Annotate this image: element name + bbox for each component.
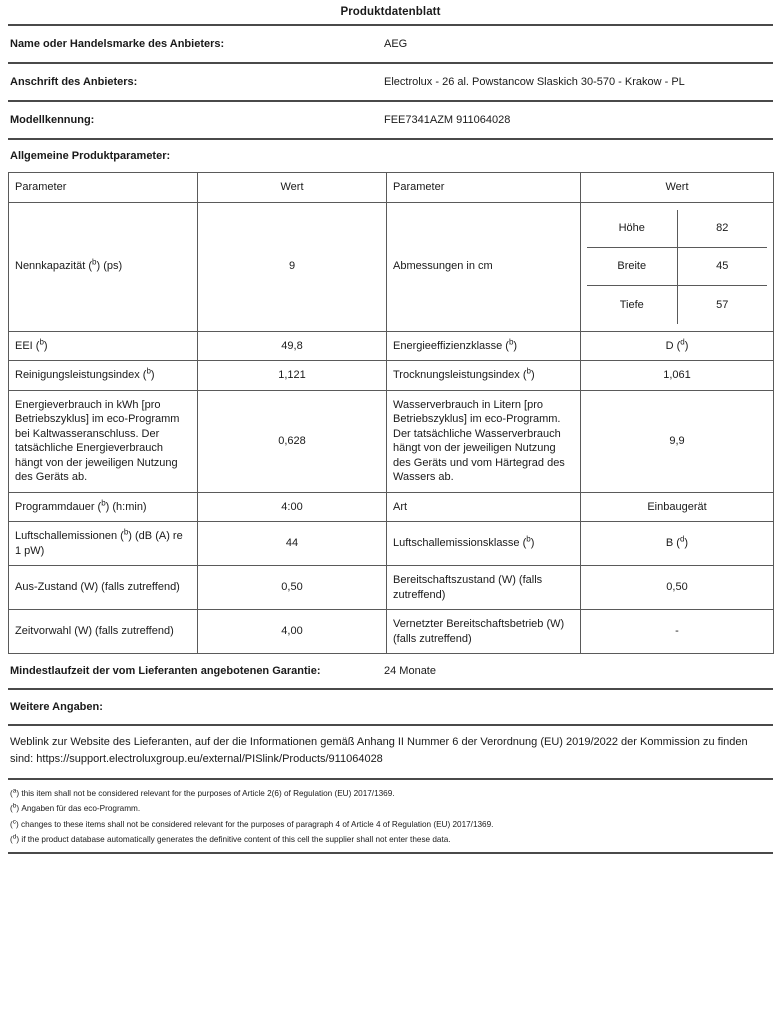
cell-value-standby-mode: 0,50	[581, 566, 774, 610]
supplier-address-row	[8, 64, 773, 100]
divider-footnotes	[8, 852, 773, 854]
table-row	[9, 610, 774, 654]
table-row	[9, 492, 774, 522]
text-base: Energieeffizienzklasse (	[393, 339, 509, 352]
product-parameters-table	[8, 172, 774, 654]
cell-param-energy-consumption: Energieverbrauch in kWh [pro Betriebszyklus] im eco-Programm bei Kaltwasseranschluss. Der tatsächliche Energieverbrauch hängt von der jeweiligen Nutzung des Geräts ab.	[9, 390, 198, 492]
footnote-marker: b	[12, 802, 17, 810]
supplier-name-label: Name oder Handelsmarke des Anbieters:	[10, 38, 225, 50]
supplier-name-value: AEG	[384, 38, 408, 50]
footnote-d: ($^d$) if the product database automatically generates the definitive content of this cell the supplier shall not enter these data.	[10, 833, 451, 845]
dimension-label-height: Höhe	[587, 210, 677, 248]
table-row	[9, 390, 774, 492]
cell-param-program-duration	[9, 492, 198, 522]
text-base: EEI (	[15, 339, 40, 352]
cell-param-cleaning-index	[9, 361, 198, 391]
header-parameter-left: Parameter	[9, 173, 198, 203]
text-tail: )	[43, 339, 48, 352]
model-identifier-label: Modellkennung:	[10, 114, 95, 126]
footnote-marker: b	[508, 336, 514, 346]
dimension-value-height: 82	[677, 210, 767, 248]
cell-value-networked-standby: -	[581, 610, 774, 654]
supplier-weblink-text[interactable]: Weblink zur Website des Lieferanten, auf der die Informationen gemäß Anhang II Nummer 6 der Verordnung (EU) 2019/2022 der Kommission zu finden sind: https://support.electroluxgroup.eu/external/PISlink/Products/911064028	[10, 736, 748, 766]
footnote-a: ($^a$) this item shall not be considered relevant for the purposes of Article 2(6) of Regulation (EU) 2017/1369.	[10, 787, 395, 798]
footnote-marker: d	[679, 534, 685, 544]
cell-value-dimensions	[581, 202, 774, 331]
cell-value-delay-start: 4,00	[198, 610, 387, 654]
footnote-marker: d	[680, 336, 685, 346]
footnote-text: changes to these items shall not be considered relevant for the purposes of paragraph 4 of Article 4 of Regulation (EU) 2017/1369.	[21, 819, 494, 829]
dimension-row-depth	[587, 286, 767, 324]
footnote-marker: d	[12, 833, 17, 841]
cell-value-eei: 49,8	[198, 331, 387, 361]
text-tail: )	[530, 369, 535, 382]
page-title: Produktdatenblatt	[340, 6, 441, 18]
text-tail: )	[513, 339, 518, 352]
footnote-text: if the product database automatically generates the definitive content of this cell the supplier shall not enter these data.	[21, 835, 451, 845]
header-value-left: Wert	[198, 173, 387, 203]
further-information-heading: Weitere Angaben:	[10, 701, 103, 714]
warranty-value: 24 Monate	[384, 665, 436, 678]
table-header-row	[9, 173, 774, 203]
cell-value-noise-class	[581, 522, 774, 566]
footnote-text: Angaben für das eco-Programm.	[21, 804, 141, 814]
footnote-marker: b	[92, 257, 97, 267]
dimension-row-height	[587, 210, 767, 248]
cell-param-standby-mode: Bereitschaftszustand (W) (falls zutreffend)	[387, 566, 581, 610]
text-base: B (	[665, 537, 680, 550]
footnote-marker: b	[101, 497, 106, 507]
cell-value-drying-index: 1,061	[581, 361, 774, 391]
table-row	[9, 331, 774, 361]
model-identifier-value: FEE7341AZM 911064028	[384, 114, 511, 126]
text-base: Trocknungsleistungsindex (	[393, 369, 527, 382]
footnote-marker: b	[526, 534, 531, 544]
table-row	[9, 202, 774, 331]
footnote-marker: b	[39, 336, 44, 346]
cell-value-type: Einbaugerät	[581, 492, 774, 522]
supplier-name-row	[8, 26, 773, 62]
cell-param-noise-emissions	[9, 522, 198, 566]
table-row	[9, 522, 774, 566]
table-row	[9, 566, 774, 610]
footnote-c: ($^c$) changes to these items shall not be considered relevant for the purposes of paragraph 4 of Article 4 of Regulation (EU) 2017/1369.	[10, 818, 494, 829]
cell-param-energy-class	[387, 331, 581, 361]
cell-value-energy-consumption: 0,628	[198, 390, 387, 492]
warranty-row	[8, 654, 773, 688]
text-tail: )	[530, 537, 535, 550]
cell-param-nominal-capacity	[9, 202, 198, 331]
cell-value-cleaning-index: 1,121	[198, 361, 387, 391]
text-base: Luftschallemissionsklasse (	[393, 537, 527, 550]
supplier-address-value: Electrolux - 26 al. Powstancow Slaskich 30-570 - Krakow - PL	[384, 76, 685, 88]
text-base: Reinigungsleistungsindex (	[15, 369, 147, 382]
footnote-marker: c	[12, 818, 16, 826]
text-base: D (	[665, 339, 681, 352]
header-value-right: Wert	[581, 173, 774, 203]
cell-param-delay-start: Zeitvorwahl (W) (falls zutreffend)	[9, 610, 198, 654]
text-tail: )	[684, 537, 689, 550]
text-tail: ) (ps)	[96, 260, 123, 273]
text-tail: ) (dB (A) re 1 pW)	[15, 530, 183, 557]
cell-param-noise-class	[387, 522, 581, 566]
footnotes-block	[8, 780, 773, 852]
warranty-label: Mindestlaufzeit der vom Lieferanten angebotenen Garantie:	[10, 665, 321, 678]
dimension-label-depth: Tiefe	[587, 286, 677, 324]
dimensions-table	[587, 210, 767, 324]
footnote-marker: b	[146, 366, 151, 376]
text-tail: ) (h:min)	[105, 500, 147, 513]
cell-value-program-duration: 4:00	[198, 492, 387, 522]
text-tail: )	[150, 369, 155, 382]
footnote-marker: b	[123, 527, 129, 537]
dimension-value-width: 45	[677, 248, 767, 286]
text-base: Luftschallemissionen (	[15, 530, 124, 543]
cell-value-water-consumption: 9,9	[581, 390, 774, 492]
text-base: Programmdauer (	[15, 500, 102, 513]
footnote-marker: a	[12, 787, 17, 795]
cell-param-eei	[9, 331, 198, 361]
dimension-value-depth: 57	[716, 298, 729, 311]
cell-value-noise-emissions: 44	[198, 522, 387, 566]
cell-value-nominal-capacity: 9	[198, 202, 387, 331]
general-parameters-heading: Allgemeine Produktparameter:	[10, 150, 171, 162]
cell-value-off-mode: 0,50	[198, 566, 387, 610]
cell-param-networked-standby: Vernetzter Bereitschaftsbetrieb (W) (falls zutreffend)	[387, 610, 581, 654]
cell-param-off-mode: Aus-Zustand (W) (falls zutreffend)	[9, 566, 198, 610]
text-tail: )	[684, 339, 689, 352]
cell-param-dimensions: Abmessungen in cm	[387, 202, 581, 331]
cell-param-type: Art	[387, 492, 581, 522]
cell-value-energy-class	[581, 331, 774, 361]
supplier-address-label: Anschrift des Anbieters:	[10, 76, 138, 88]
cell-param-drying-index	[387, 361, 581, 391]
header-parameter-right: Parameter	[387, 173, 581, 203]
cell-param-water-consumption: Wasserverbrauch in Litern [pro Betriebszyklus] im eco-Programm. Der tatsächliche Wasserverbrauch hängt von der jeweiligen Nutzung des Geräts und vom Härtegrad des Wassers ab.	[387, 390, 581, 492]
text-base: Nennkapazität (	[15, 260, 93, 273]
footnote-text: this item shall not be considered relevant for the purposes of Article 2(6) of Regulation (EU) 2017/1369.	[21, 788, 395, 798]
dimension-label-width: Breite	[587, 248, 677, 286]
table-row	[9, 361, 774, 391]
dimension-row-width	[587, 248, 767, 286]
model-identifier-row	[8, 102, 773, 138]
footnote-marker: b	[526, 366, 531, 376]
footnote-b: ($^b$) Angaben für das eco-Programm.	[10, 802, 141, 814]
